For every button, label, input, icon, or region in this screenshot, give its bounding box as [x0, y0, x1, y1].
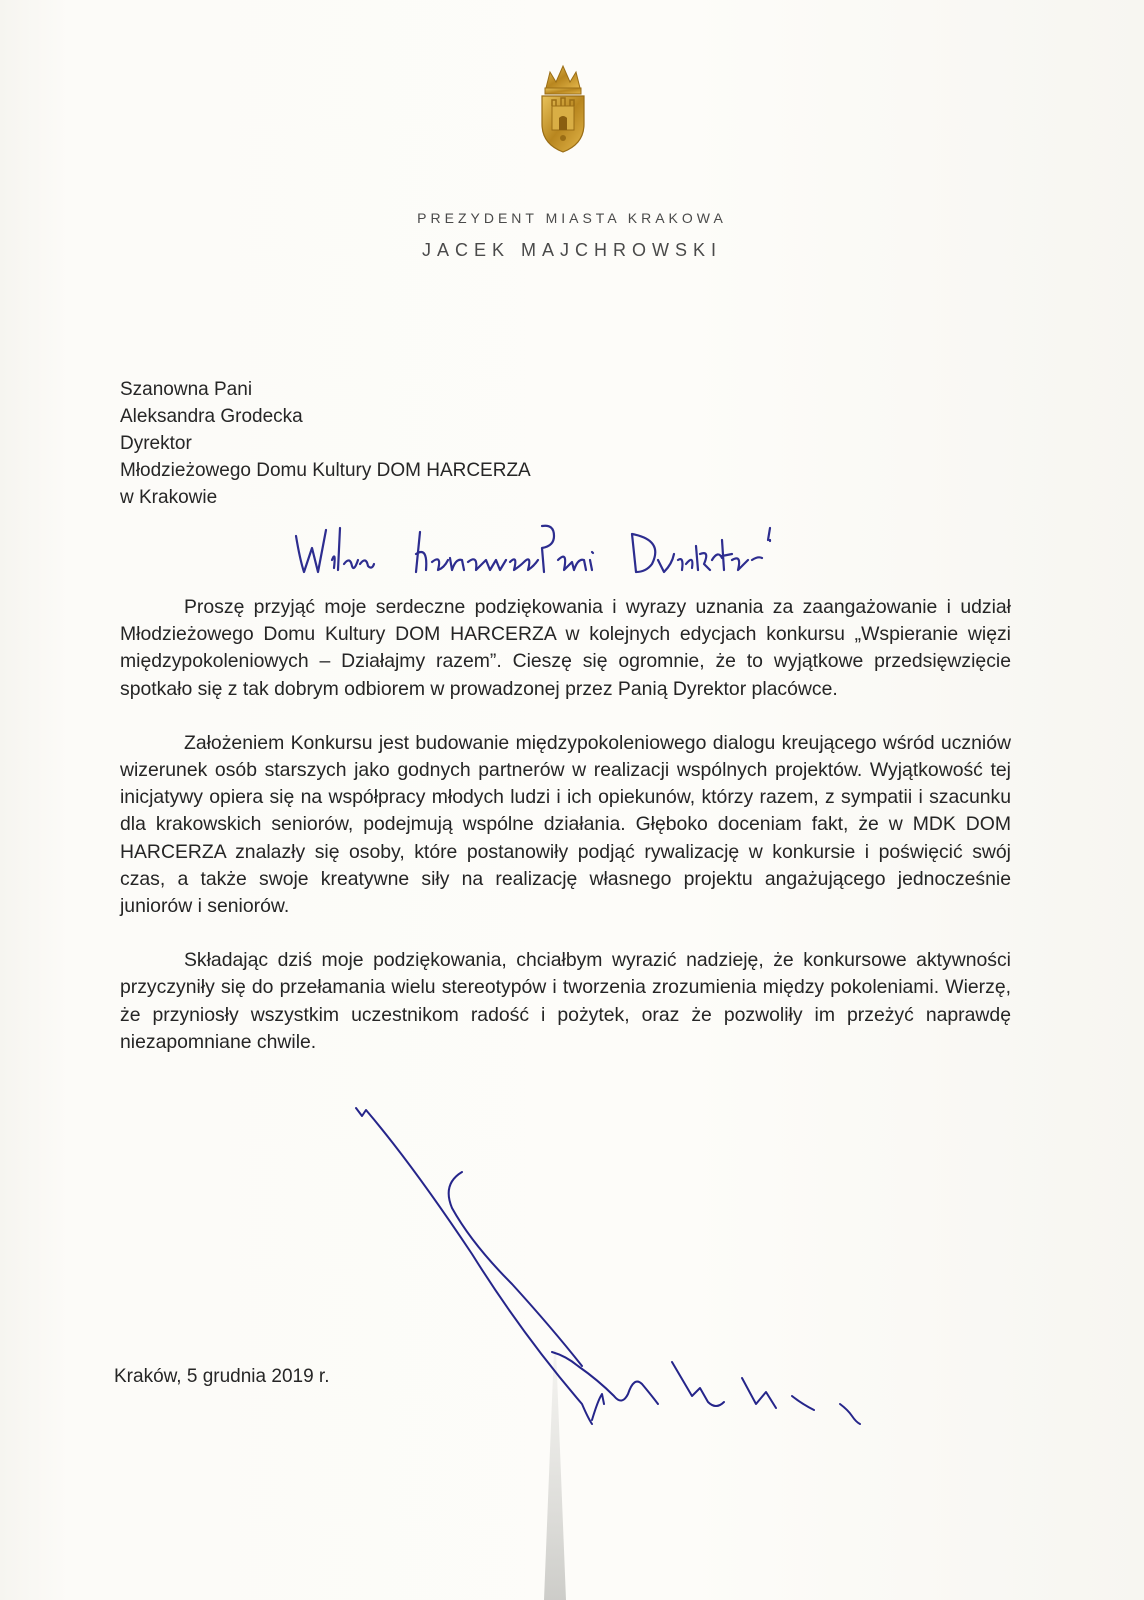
letterhead-title: PREZYDENT MIASTA KRAKOWA: [417, 210, 727, 226]
handwritten-salutation: [292, 520, 812, 590]
recipient-address: [120, 376, 531, 511]
body-paragraph: Proszę przyjąć moje serdeczne podziękowania i wyrazy uznania za zaangażowanie i udział Młodzieżowego Domu Kultury DOM HARCERZA w kolejnych edycjach konkursu „Wspieranie więzi międzypokoleniowych – Działajmy razem”. Cieszę się ogromnie, że to wyjątkowe przedsięwzięcie spotkało się z tak dobrym odbiorem w prowadzonej przez Panią Dyrektor placówce.: [120, 596, 1011, 700]
body-paragraph: Składając dziś moje podziękowania, chciałbym wyrazić nadzieję, że konkursowe aktywności przyczyniły się do przełamania wielu stereotypów i tworzenia zrozumienia między pokoleniami. Wierzę, że przyniosły wszystkim uczestnikom radość i pożytek, oraz że pozwoliły im przeżyć naprawdę niezapomniane chwile.: [120, 949, 1011, 1053]
letter-body: [120, 594, 1011, 1056]
address-line: Aleksandra Grodecka: [120, 406, 303, 427]
body-paragraph: Założeniem Konkursu jest budowanie międzypokoleniowego dialogu kreującego wśród uczniów wizerunek osób starszych jako godnych partnerów w realizacji wspólnych projektów. Wyjątkowość tej inicjatywy opiera się na współpracy młodych ludzi i ich opiekunów, którzy razem, z sympatii i szacunku dla krakowskich seniorów, podejmują wspólne działania. Głęboko doceniam fakt, że w MDK DOM HARCERZA znalazły się osoby, które postanowiły podjąć rywalizację w konkursie i poświęcić swój czas, a także swoje kreatywne siły na realizację własnego projektu angażującego jednocześnie juniorów i seniorów.: [120, 731, 1011, 918]
letterhead-name: JACEK MAJCHROWSKI: [421, 240, 723, 260]
krakow-coat-of-arms-icon: [534, 62, 592, 154]
address-line: Dyrektor: [120, 433, 192, 454]
address-line: Młodzieżowego Domu Kultury DOM HARCERZA: [120, 460, 531, 481]
letter-date: Kraków, 5 grudnia 2019 r.: [114, 1366, 330, 1387]
address-line: w Krakowie: [120, 487, 218, 508]
handwritten-signature: [352, 1104, 902, 1444]
address-line: Szanowna Pani: [120, 379, 253, 400]
